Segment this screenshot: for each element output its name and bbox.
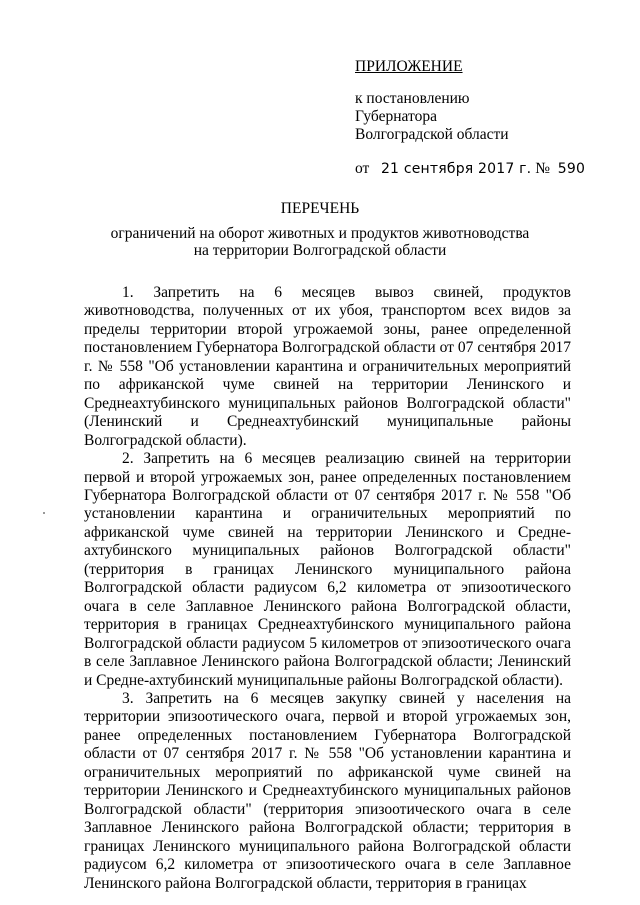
order-date: 21 сентября 2017 г. [380, 161, 532, 177]
paragraph-3: 3. Запретить на 6 месяцев закупку свиней у населения на территории эпизоотического очага, первой и второй угрожаемых зон, ранее определенных постановлением Губернатора Волгоградской области от 07 сентября 2017 г. № 558 "Об установлении карантина и ограничительных мероприятий по африканской чуме свиней на территории Ленинского и Среднеахтубинского муниципальных районов Волгоградской области" (территория эпизоотического очага в селе Заплавное Ленинского района Волгоградской области; территория в границах Ленинского муниципального района Волгоградской области радиусом 6,2 километра от эпизоотического очага в селе Заплавное Ленинского района Волгоградской области, территория в границах [84, 689, 571, 892]
appendix-block [355, 58, 595, 178]
paragraph-2: 2. Запретить на 6 месяцев реализацию свиней на территории первой и второй угрожаемых зон, ранее определенных постановлением Губернатора Волгоградской области от 07 сентября 2017 г. № 558 "Об установлении карантина и ограничительных мероприятий по африканской чуме свиней на территории Ленинского и Средне-ахтубинского муниципальных районов Волгоградской области" (территория в границах Ленинского муниципального района Волгоградской области радиусом 6,2 километра от эпизоотического очага в селе Заплавное Ленинского района Волгоградской области, территория в границах Среднеахтубинского муниципального района Волгоградской области радиусом 5 километров от эпизоотического очага в селе Заплавное Ленинского района Волгоградской области; Ленинский и Средне-ахтубинский муниципальные районы Волгоградской области). [84, 450, 571, 689]
appendix-line-3: Волгоградской области [355, 126, 509, 143]
paragraph-1: 1. Запретить на 6 месяцев вывоз свиней, продуктов животноводства, полученных от их убоя, транспортом всех видов за пределы территории второй угрожаемой зоны, ранее определенной постановлением Губернатора Волгоградской области от 07 сентября 2017 г. № 558 "Об установлении карантина и ограничительных мероприятий по африканской чуме свиней на территории Ленинского и Среднеахтубинского муниципальных районов Волгоградской области" (Ленинский и Среднеахтубинский муниципальные районы Волгоградской области). [84, 284, 571, 449]
document-subtitle-line-1: ограничений на оборот животных и продуктов животноводства [110, 225, 530, 242]
order-prefix: от [355, 160, 370, 177]
appendix-line-1: к постановлению [355, 90, 470, 107]
appendix-title: ПРИЛОЖЕНИЕ [355, 58, 463, 75]
appendix-line-2: Губернатора [355, 108, 437, 125]
document-title: ПЕРЕЧЕНЬ [280, 200, 360, 217]
order-number: 590 [557, 161, 586, 177]
document-body [84, 284, 571, 893]
document-subtitle-line-2: на территории Волгоградской области [193, 242, 447, 259]
document-heading [90, 200, 550, 259]
scan-speck [43, 512, 45, 514]
order-number-label: № [535, 160, 551, 177]
order-date-line [355, 160, 595, 178]
